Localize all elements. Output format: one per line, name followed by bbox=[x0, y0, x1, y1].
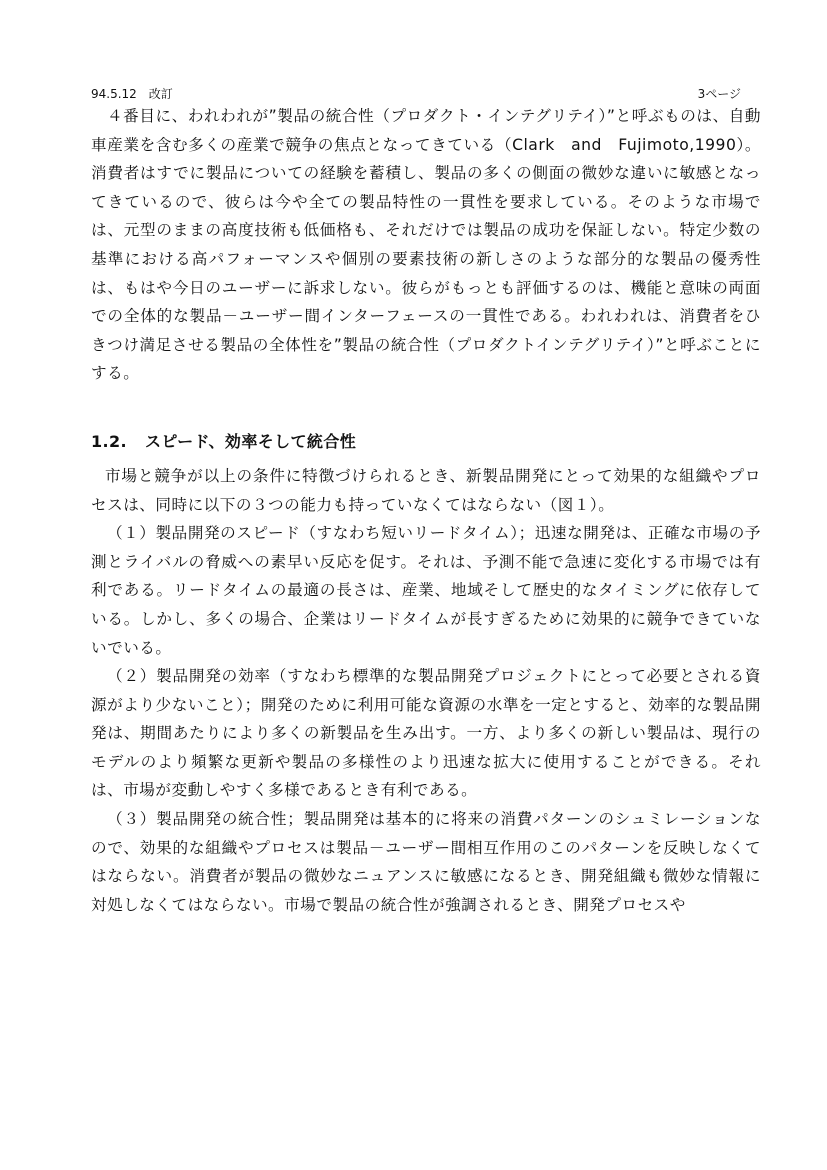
paragraph-integrity: （３）製品開発の統合性；製品開発は基本的に将来の消費パターンのシュミレーションなので、効果的な組織やプロセスは製品－ユーザー間相互作用のこのパターンを反映しなくてはならない。消費者が製品の微妙なニュアンスに敏感になるとき、開発組織も微妙な情報に対処しなくてはならない。市場で製品の統合性が強調されるとき、開発プロセスや bbox=[91, 810, 761, 914]
revision-date: 94.5.12 改訂 bbox=[91, 87, 173, 101]
document-body bbox=[91, 102, 761, 919]
page-header bbox=[91, 84, 741, 104]
paragraph-speed: （１）製品開発のスピード（すなわち短いリードタイム）；迅速な開発は、正確な市場の予測とライバルの脅威への素早い反応を促す。それは、予測不能で急速に変化する市場では有利である。リードタイムの最適の長さは、産業、地域そして歴史的なタイミングに依存している。しかし、多くの場合、企業はリードタイムが長すぎるために効果的に競争できていないでいる。 bbox=[91, 524, 761, 657]
paragraph-intro: 市場と競争が以上の条件に特徴づけられるとき、新製品開発にとって効果的な組織やプロセスは、同時に以下の３つの能力も持っていなくてはならない（図１）。 bbox=[91, 466, 761, 514]
section-title: スピード、効率そして統合性 bbox=[145, 431, 357, 451]
paragraph-efficiency: （２）製品開発の効率（すなわち標準的な製品開発プロジェクトにとって必要とされる資源がより少ないこと）；開発のために利用可能な資源の水準を一定とすると、効率的な製品開発は、期間あたりにより多くの新製品を生み出す。一方、より多くの新しい製品は、現行のモデルのより頻繁な更新や製品の多様性のより迅速な拡大に使用することができる。それは、市場が変動しやすく多様であるとき有利である。 bbox=[91, 667, 761, 800]
page-number: 3ページ bbox=[697, 87, 741, 101]
section-heading bbox=[91, 428, 761, 456]
paragraph-product-integrity: ４番目に、われわれが”製品の統合性（プロダクト・インテグリテイ）”と呼ぶものは、自動車産業を含む多くの産業で競争の焦点となってきている（Clark and Fujimoto,1990）。消費者はすでに製品についての経験を蓄積し、製品の多くの側面の微妙な違いに敏感となってきているので、彼らは今や全ての製品特性の一貫性を要求している。そのような市場では、元型のままの高度技術も低価格も、それだけでは製品の成功を保証しない。特定少数の基準における高パフォーマンスや個別の要素技術の新しさのような部分的な製品の優秀性は、もはや今日のユーザーに訴求しない。彼らがもっとも評価するのは、機能と意味の両面での全体的な製品－ユーザー間インターフェースの一貫性である。われわれは、消費者をひきつけ満足させる製品の全体性を”製品の統合性（プロダクトインテグリテイ）”と呼ぶことにする。 bbox=[91, 107, 761, 383]
section-number: 1.2. bbox=[91, 431, 128, 451]
